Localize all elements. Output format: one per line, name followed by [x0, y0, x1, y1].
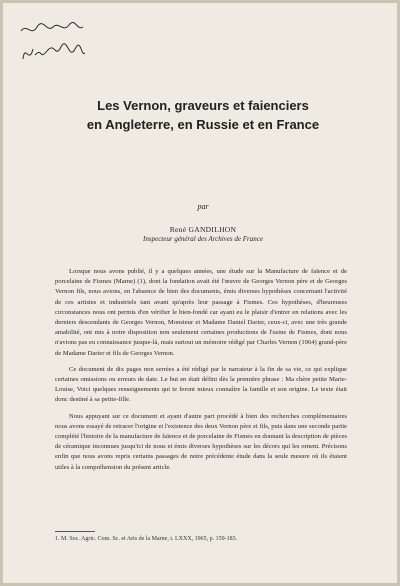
author-role: Inspecteur général des Archives de France	[143, 235, 263, 243]
byline-par: par	[197, 202, 209, 211]
title-line-2: en Angleterre, en Russie et en France	[86, 117, 320, 132]
author-name: René GANDILHON	[169, 225, 237, 234]
footnote-rule	[55, 531, 95, 532]
document-page	[3, 3, 397, 583]
body-text	[55, 267, 347, 479]
paragraph-3: Nous appuyant sur ce document et ayant d'autre part procédé à bien des recherches complémentaires nous avons essayé de retracer l'origine et l'existence des deux Vernon père et fils, puis dans une seconde partie complété l'histoire de la manufacture de faïence et de porcelaine de Fismes en donnant la description de pièces de céramique inconnues jusqu'ici de nous et émis diverses hypothèses sur les décors qui les ornent. Précisons enfin que nous avons repris certains passages de notre précédente étude dans la seule mesure où ils étaient utiles à la compréhension du présent article.	[55, 412, 347, 471]
paragraph-2: Ce document de dix pages non serrées a été rédigé par le narrateur à la fin de sa vie, ce qui explique certaines omissions ou erreurs de date. Le but en était défini dès la première phrase : Ma chère petite Marie-Louise, Voici quelques renseignements qui te feront mieux connaître la famille et son origine. Le texte était donc destiné à sa petite-fille.	[55, 365, 347, 404]
title-line-1: Les Vernon, graveurs et faienciers	[97, 98, 309, 113]
handwritten-signature	[17, 19, 87, 67]
footnote: 1. M. Soc. Agric. Com. Sc. et Arts de la Marne, t. LXXX, 1965, p. 159-183.	[55, 536, 238, 542]
document-title	[43, 96, 363, 134]
paragraph-1: Lorsque nous avons publié, il y a quelques années, une étude sur la Manufacture de faïence et de porcelaine de Fismes (Marne) (1), dont la fondation avait été l'œuvre de Georges Vernon père et de Georges Vernon fils, nous avions, en l'absence de bien des documents, émis diverses hypothèses concernant l'activité de ces artistes et industriels tant avant qu'après leur passage à Fismes. Ces hypothèses, d'heureuses circonstances nous ont permis d'en vérifier le bien-fondé car ayant eu le plaisir d'entrer en relations avec les derniers descendants de Georges Vernon, Monsieur et Madame Daniel Darier, ceux-ci, avec une très grande amabilité, ont mis à notre disposition non seulement certaines productions de l'usine de Fismes, dont nous n'avions pas eu connaissance jusque-là, mais surtout un mémoire rédigé par Charles Vernon (1964) grand-père de Madame Darier et fils de Georges Vernon.	[55, 268, 347, 357]
